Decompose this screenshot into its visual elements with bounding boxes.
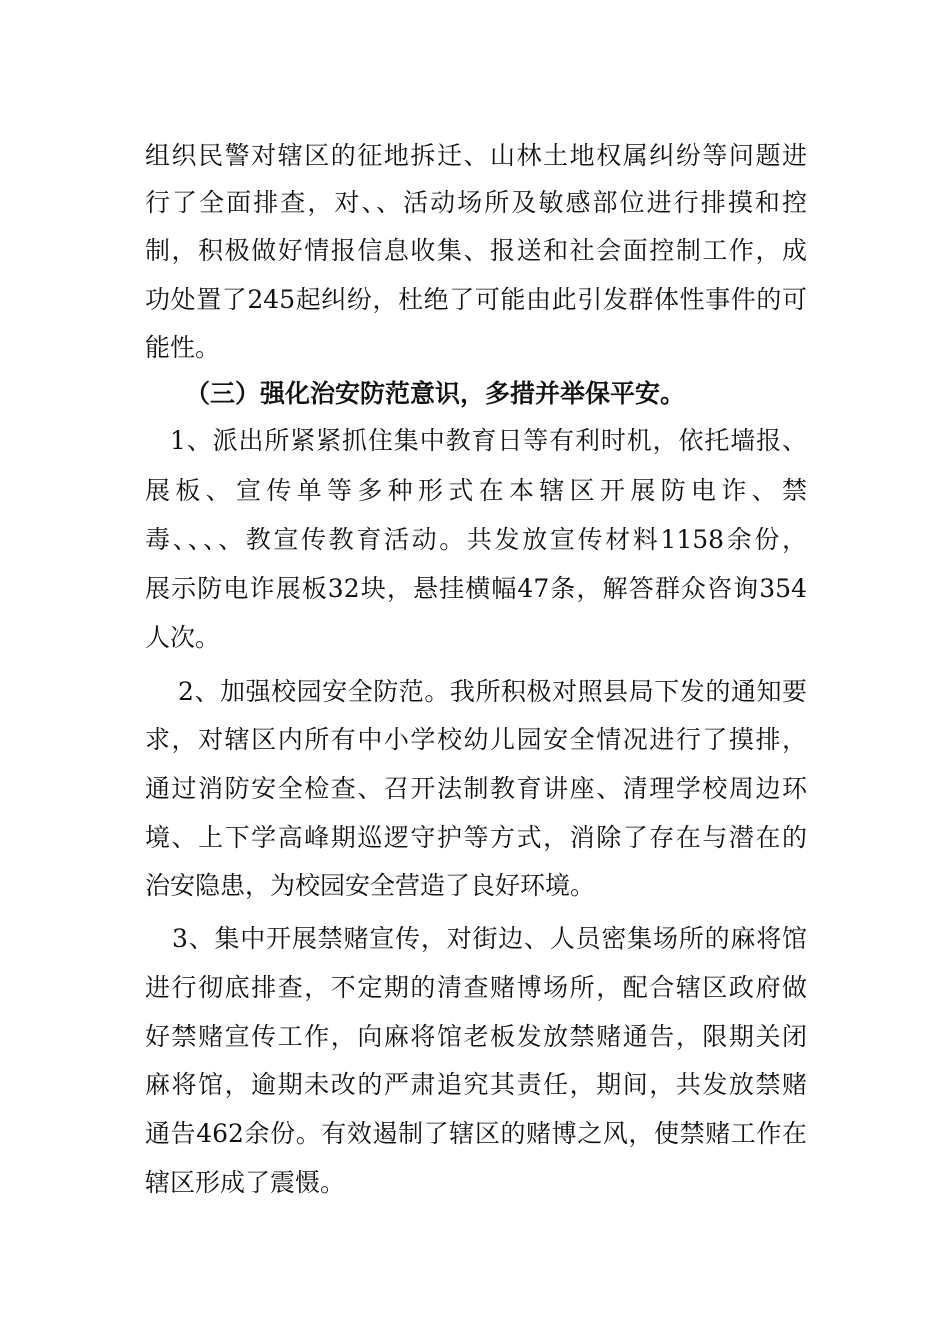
paragraph-line: 毒、、、、教宣传教育活动。共发放宣传材料1158余份，: [145, 525, 807, 554]
paragraph-line: 进行彻底排查，不定期的清查赌博场所，配合辖区政府做: [145, 973, 807, 1002]
paragraph-line: 行了全面排查，对、、活动场所及敏感部位进行排摸和控: [145, 188, 807, 217]
paragraph-line: 麻将馆，逾期未改的严肃追究其责任，期间，共发放禁赌: [145, 1070, 807, 1099]
paragraph-line: 2、加强校园安全防范。我所积极对照县局下发的通知要: [178, 677, 807, 706]
paragraph-line: 通告462余份。有效遏制了辖区的赌博之风，使禁赌工作在: [145, 1119, 807, 1148]
paragraph-line: 1、派出所紧紧抓住集中教育日等有利时机，依托墙报、: [170, 426, 807, 455]
paragraph-line: 功处置了245起纠纷，杜绝了可能由此引发群体性事件的可: [145, 285, 807, 314]
paragraph-line: 展示防电诈展板32块，悬挂横幅47条，解答群众咨询354: [145, 574, 807, 603]
paragraph-line: 组织民警对辖区的征地拆迁、山林土地权属纠纷等问题进: [145, 141, 807, 170]
paragraph-line: 好禁赌宣传工作，向麻将馆老板发放禁赌通告，限期关闭: [145, 1022, 807, 1051]
paragraph-line: 制，积极做好情报信息收集、报送和社会面控制工作，成: [145, 236, 807, 265]
paragraph-line: 治安隐患，为校园安全营造了良好环境。: [145, 871, 596, 900]
paragraph-line: 辖区形成了震慑。: [145, 1168, 346, 1197]
paragraph-line: 3、集中开展禁赌宣传，对街边、人员密集场所的麻将馆: [172, 924, 807, 953]
paragraph-line: 人次。: [145, 623, 221, 652]
paragraph-line: 求，对辖区内所有中小学校幼儿园安全情况进行了摸排，: [145, 725, 807, 754]
section-heading: （三）强化治安防范意识，多措并举保平安。: [185, 379, 686, 408]
paragraph-line: 境、上下学高峰期巡逻守护等方式，消除了存在与潜在的: [145, 823, 807, 852]
paragraph-line: 能性。: [145, 333, 221, 362]
paragraph-line: 展板、宣传单等多种形式在本辖区开展防电诈、禁: [145, 476, 807, 505]
paragraph-line: 通过消防安全检查、召开法制教育讲座、清理学校周边环: [145, 774, 807, 803]
